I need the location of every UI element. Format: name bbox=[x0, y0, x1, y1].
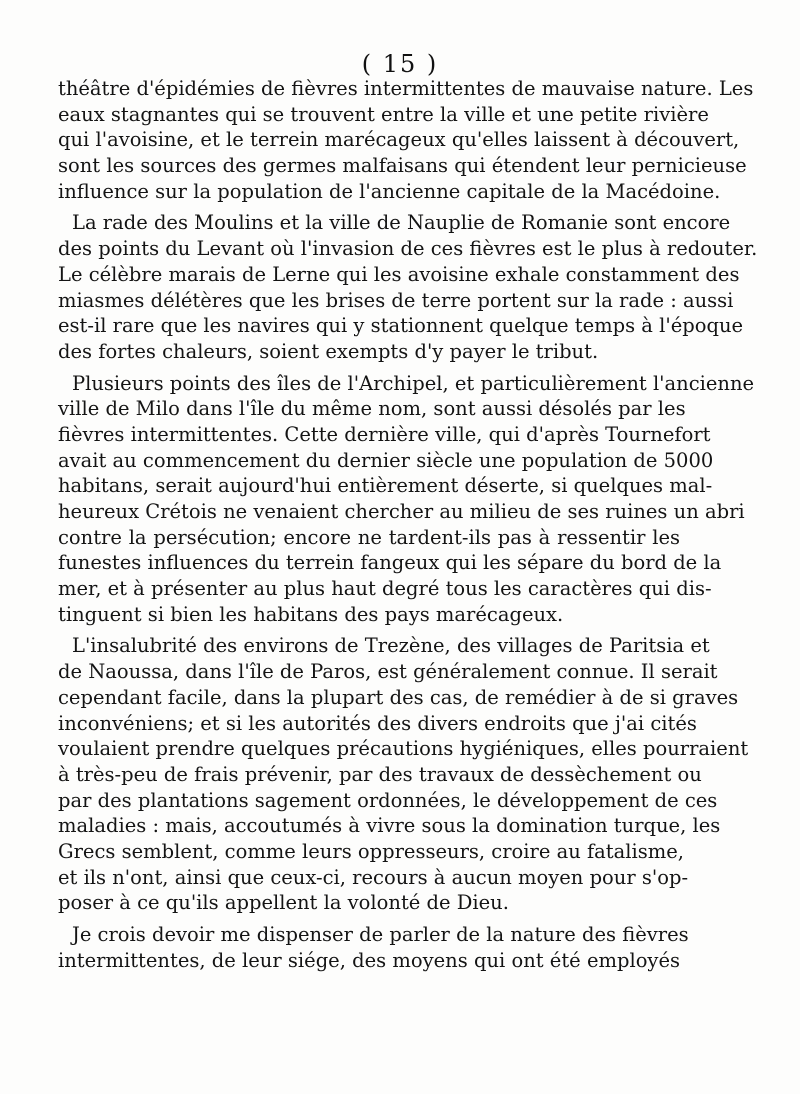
text-line: à très-peu de frais prévenir, par des travaux de dessèchement ou bbox=[58, 762, 702, 786]
text-line: funestes influences du terrein fangeux qui les sépare du bord de la bbox=[58, 551, 722, 575]
text-line: Plusieurs points des îles de l'Archipel, et particulièrement l'ancienne bbox=[72, 371, 755, 395]
text-line: tinguent si bien les habitans des pays marécageux. bbox=[58, 602, 564, 626]
text-line: qui l'avoisine, et le terrein marécageux qu'elles laissent à découvert, bbox=[58, 128, 740, 152]
text-line: contre la persécution; encore ne tardent-ils pas à ressentir les bbox=[58, 525, 680, 549]
paragraph-1 bbox=[58, 76, 754, 204]
text-line: voulaient prendre quelques précautions hygiéniques, elles pourraient bbox=[58, 737, 749, 761]
text-line: fièvres intermittentes. Cette dernière ville, qui d'après Tournefort bbox=[58, 422, 711, 446]
text-line: La rade des Moulins et la ville de Nauplie de Romanie sont encore bbox=[72, 211, 731, 235]
text-line: L'insalubrité des environs de Trezène, des villages de Paritsia et bbox=[72, 634, 710, 658]
text-line: cependant facile, dans la plupart des cas, de remédier à de si graves bbox=[58, 685, 739, 709]
text-line: et ils n'ont, ainsi que ceux-ci, recours à aucun moyen pour s'op- bbox=[58, 865, 689, 889]
text-line: de Naoussa, dans l'île de Paros, est généralement connue. Il serait bbox=[58, 660, 718, 684]
body-text bbox=[58, 76, 758, 973]
text-line: maladies : mais, accoutumés à vivre sous la domination turque, les bbox=[58, 814, 721, 838]
text-line: des fortes chaleurs, soient exempts d'y payer le tribut. bbox=[58, 339, 599, 363]
text-line: est-il rare que les navires qui y stationnent quelque temps à l'époque bbox=[58, 314, 744, 338]
text-line: eaux stagnantes qui se trouvent entre la ville et une petite rivière bbox=[58, 102, 709, 126]
text-line: inconvéniens; et si les autorités des divers endroits que j'ai cités bbox=[58, 711, 697, 735]
text-line: influence sur la population de l'ancienne capitale de la Macédoine. bbox=[58, 179, 721, 203]
paragraph-5 bbox=[58, 922, 689, 973]
text-line: par des plantations sagement ordonnées, le développement de ces bbox=[58, 788, 718, 812]
text-line: intermittentes, de leur siége, des moyens qui ont été employés bbox=[58, 948, 680, 972]
text-line: miasmes délétères que les brises de terre portent sur la rade : aussi bbox=[58, 288, 734, 312]
text-line: sont les sources des germes malfaisans qui étendent leur pernicieuse bbox=[58, 154, 747, 178]
text-line: ville de Milo dans l'île du même nom, sont aussi désolés par les bbox=[58, 397, 686, 421]
text-line: heureux Crétois ne venaient chercher au milieu de ses ruines un abri bbox=[58, 500, 745, 523]
text-line: Grecs semblent, comme leurs oppresseurs, croire au fatalisme, bbox=[58, 839, 684, 863]
text-line: Le célèbre marais de Lerne qui les avoisine exhale constamment des bbox=[58, 262, 740, 286]
text-line: des points du Levant où l'invasion de ces fièvres est le plus à redouter. bbox=[58, 237, 758, 261]
paragraph-3 bbox=[58, 371, 755, 628]
text-line: avait au commencement du dernier siècle une population de 5000 bbox=[58, 448, 714, 472]
text-line: habitans, serait aujourd'hui entièrement déserte, si quelques mal- bbox=[58, 474, 713, 498]
paragraph-2 bbox=[58, 210, 758, 364]
text-line: mer, et à présenter au plus haut degré tous les caractères qui dis- bbox=[58, 577, 712, 601]
page-number: ( 15 ) bbox=[361, 50, 439, 78]
paragraph-4 bbox=[58, 633, 749, 916]
text-line: poser à ce qu'ils appellent la volonté de Dieu. bbox=[58, 891, 509, 915]
text-line: théâtre d'épidémies de fièvres intermittentes de mauvaise nature. Les bbox=[58, 77, 754, 100]
text-line: Je crois devoir me dispenser de parler de la nature des fièvres bbox=[72, 923, 689, 946]
